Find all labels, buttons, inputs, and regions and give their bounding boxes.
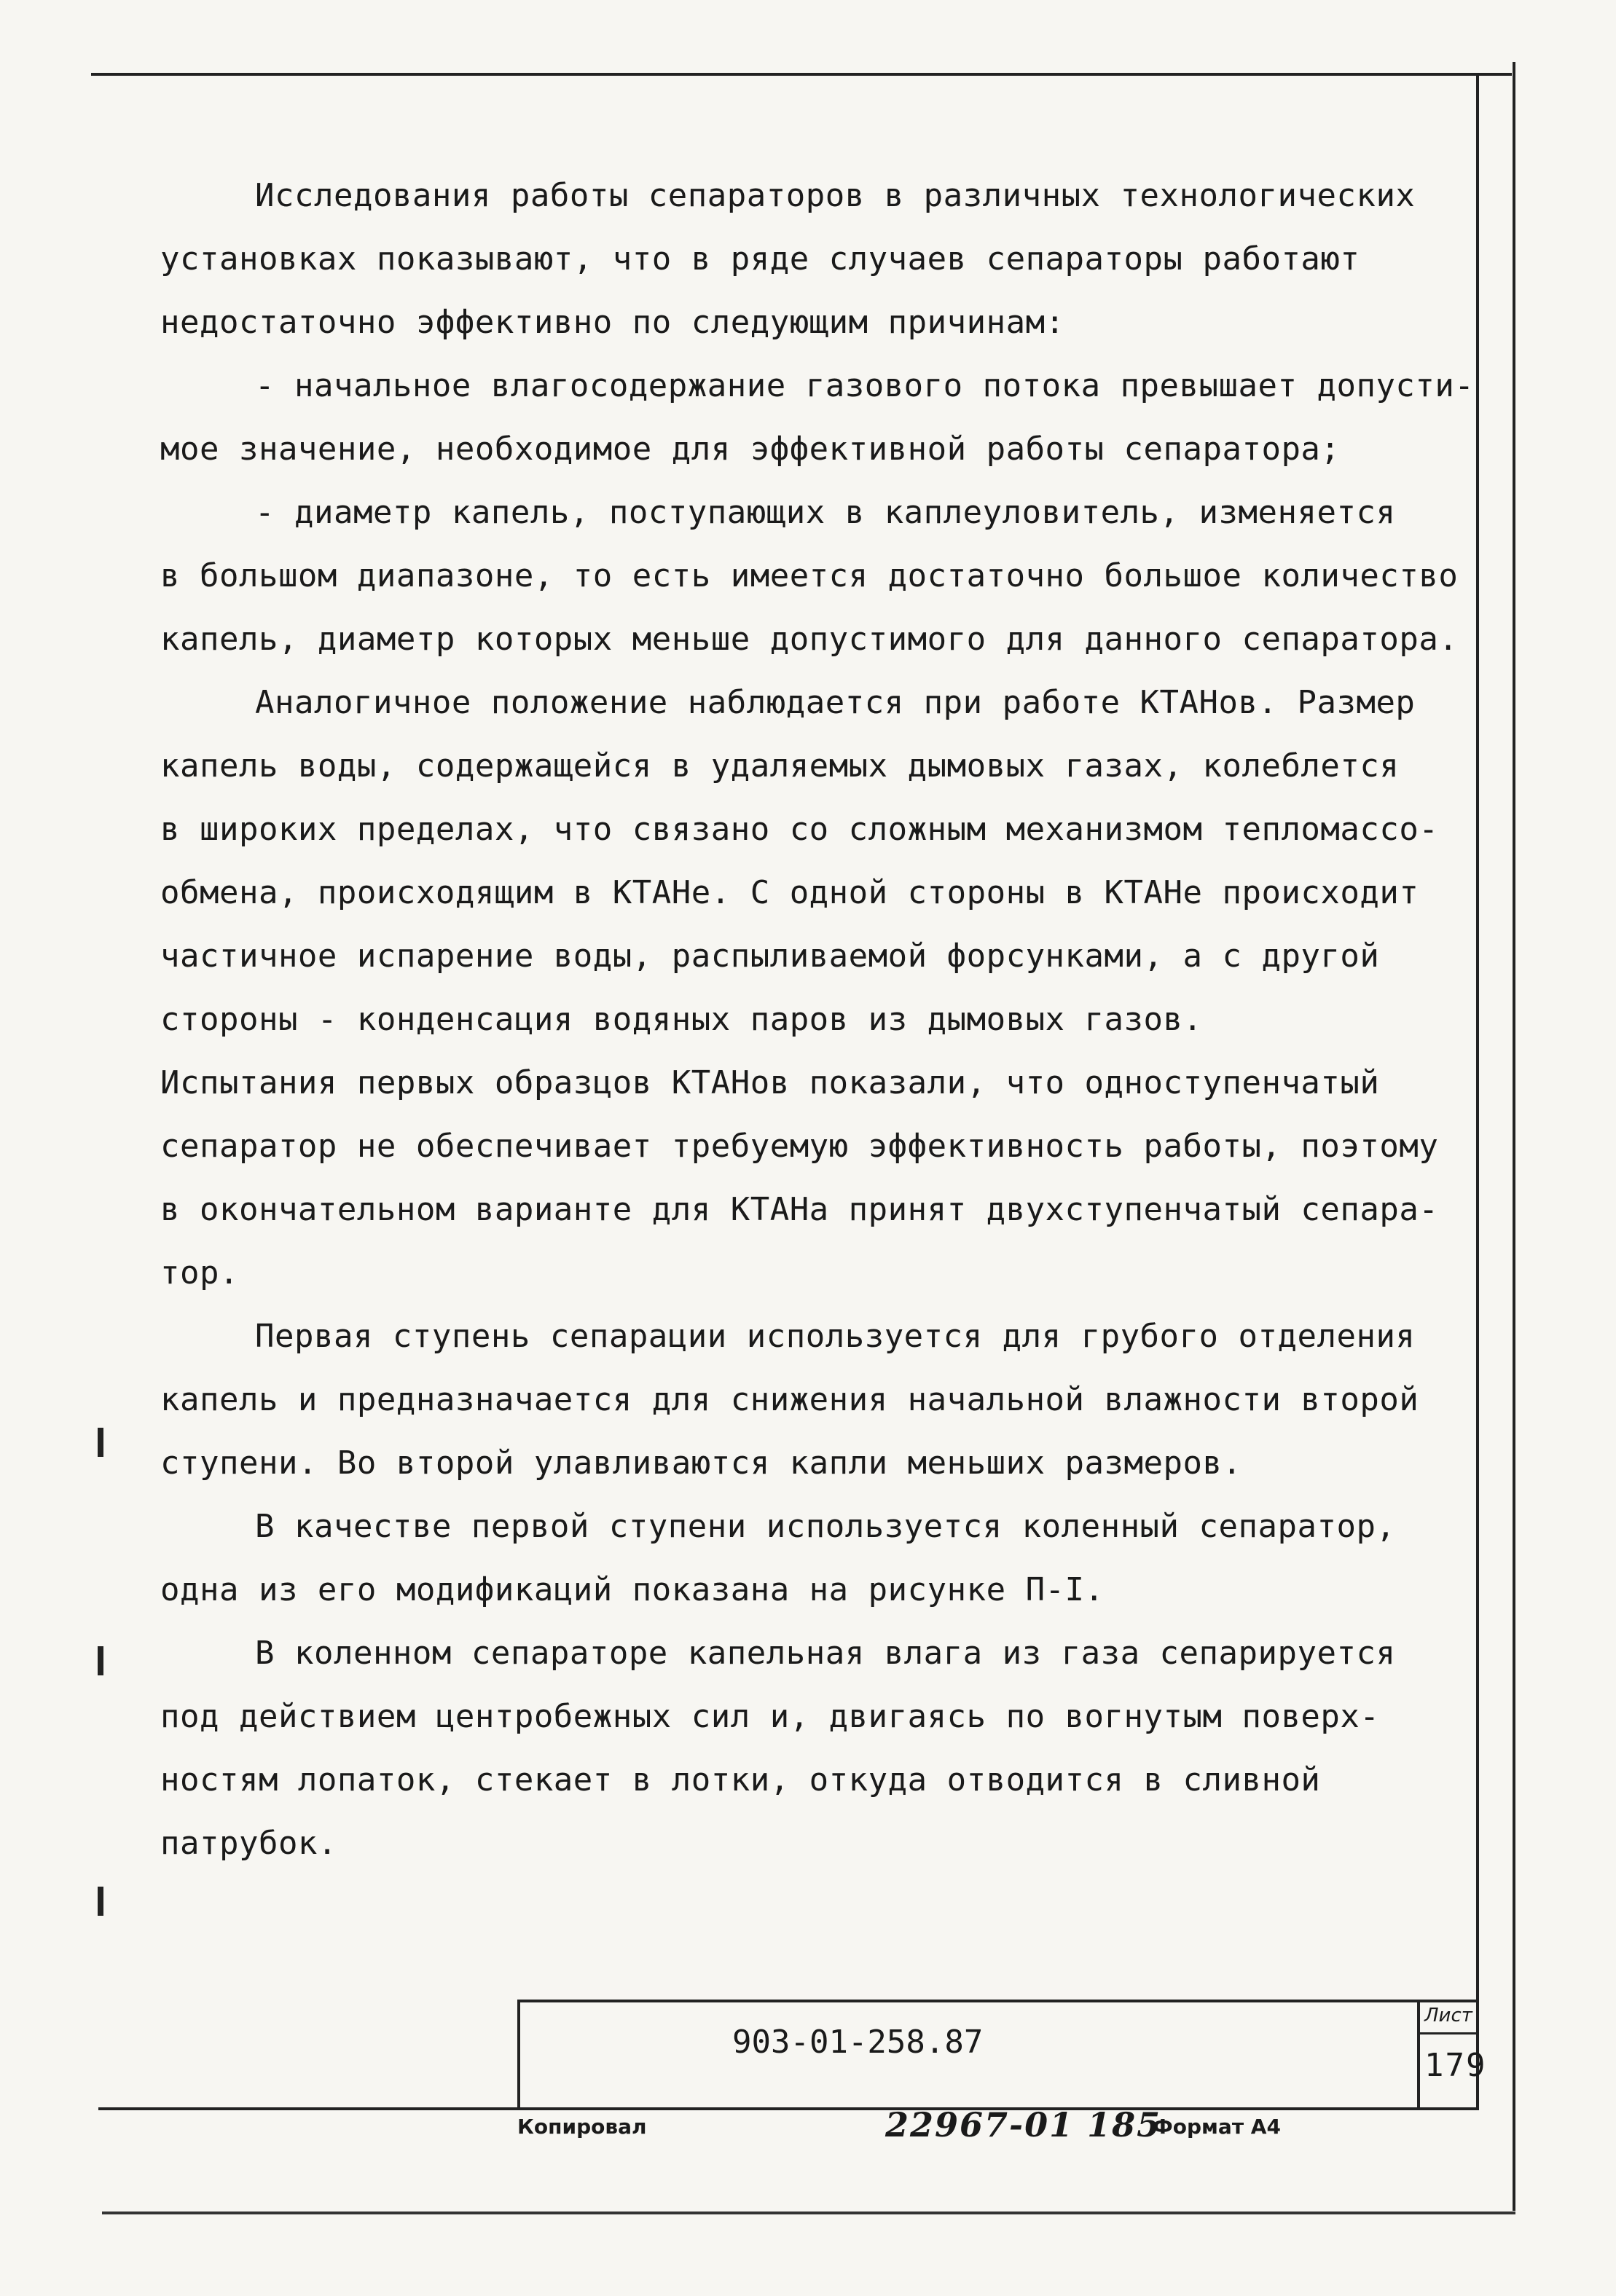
- sheet-number: 179: [1424, 2047, 1487, 2084]
- text-line: ностям лопаток, стекает в лотки, откуда отводится в сливной: [160, 1761, 1321, 1798]
- outer-bottom-line: [102, 2212, 1515, 2214]
- text-line: В качестве первой ступени используется коленный сепаратор,: [255, 1508, 1396, 1545]
- text-line: капель воды, содержащейся в удаляемых дымовых газах, колеблется: [160, 747, 1400, 785]
- text-line: Первая ступень сепарации используется для грубого отделения: [255, 1318, 1416, 1355]
- text-line: патрубок.: [160, 1825, 337, 1862]
- title-block-stamp: [517, 2000, 1479, 2109]
- text-line: в широких пределах, что связано со сложным механизмом тепломассо-: [160, 811, 1439, 848]
- text-line: Исследования работы сепараторов в различных технологических: [255, 177, 1416, 214]
- margin-tick: [98, 1646, 103, 1675]
- copied-by-label: Копировал: [517, 2115, 647, 2139]
- text-line: ступени. Во второй улавливаются капли меньших размеров.: [160, 1444, 1242, 1482]
- frame-top-line: [91, 73, 1512, 76]
- frame-right-line: [1476, 73, 1479, 2109]
- text-line: - диаметр капель, поступающих в каплеуловитель, изменяется: [255, 494, 1396, 531]
- margin-tick: [98, 1428, 103, 1457]
- frame-outer-right-line: [1513, 62, 1515, 2211]
- text-line: - начальное влагосодержание газового потока превышает допусти-: [255, 367, 1475, 404]
- text-line: одна из его модификаций показана на рисунке П-I.: [160, 1571, 1105, 1608]
- text-line: обмена, происходящим в КТАНе. С одной стороны в КТАНе происходит: [160, 874, 1419, 911]
- text-line: Аналогичное положение наблюдается при работе КТАНов. Размер: [255, 684, 1416, 721]
- sheet-label: Лист: [1424, 2005, 1472, 2026]
- text-line: в большом диапазоне, то есть имеется достаточно большое количество: [160, 557, 1459, 594]
- text-line: капель и предназначается для снижения начальной влажности второй: [160, 1381, 1419, 1418]
- sheet-box-divider: [1417, 2032, 1479, 2034]
- margin-tick: [98, 1887, 103, 1916]
- text-line: В коленном сепараторе капельная влага из газа сепарируется: [255, 1635, 1396, 1672]
- document-code: 903-01-258.87: [732, 2024, 984, 2061]
- format-label: Формат А4: [1153, 2115, 1281, 2139]
- text-line: в окончательном варианте для КТАНа принят двухступенчатый сепара-: [160, 1191, 1439, 1228]
- text-line: тор.: [160, 1254, 239, 1292]
- text-line: стороны - конденсация водяных паров из дымовых газов.: [160, 1001, 1203, 1038]
- text-line: Испытания первых образцов КТАНов показали, что одноступенчатый: [160, 1064, 1380, 1101]
- text-line: капель, диаметр которых меньше допустимого для данного сепаратора.: [160, 621, 1459, 658]
- text-line: под действием центробежных сил и, двигаясь по вогнутым поверх-: [160, 1698, 1380, 1735]
- handwritten-archive-number: 22967-01 185: [885, 2105, 1162, 2144]
- text-line: частичное испарение воды, распыливаемой форсунками, а с другой: [160, 937, 1380, 975]
- body-text: [160, 164, 1475, 1875]
- text-line: недостаточно эффективно по следующим причинам:: [160, 304, 1065, 341]
- text-line: установках показывают, что в ряде случаев сепараторы работают: [160, 240, 1360, 278]
- text-line: сепаратор не обеспечивает требуемую эффективность работы, поэтому: [160, 1128, 1439, 1165]
- text-line: мое значение, необходимое для эффективной работы сепаратора;: [160, 430, 1341, 468]
